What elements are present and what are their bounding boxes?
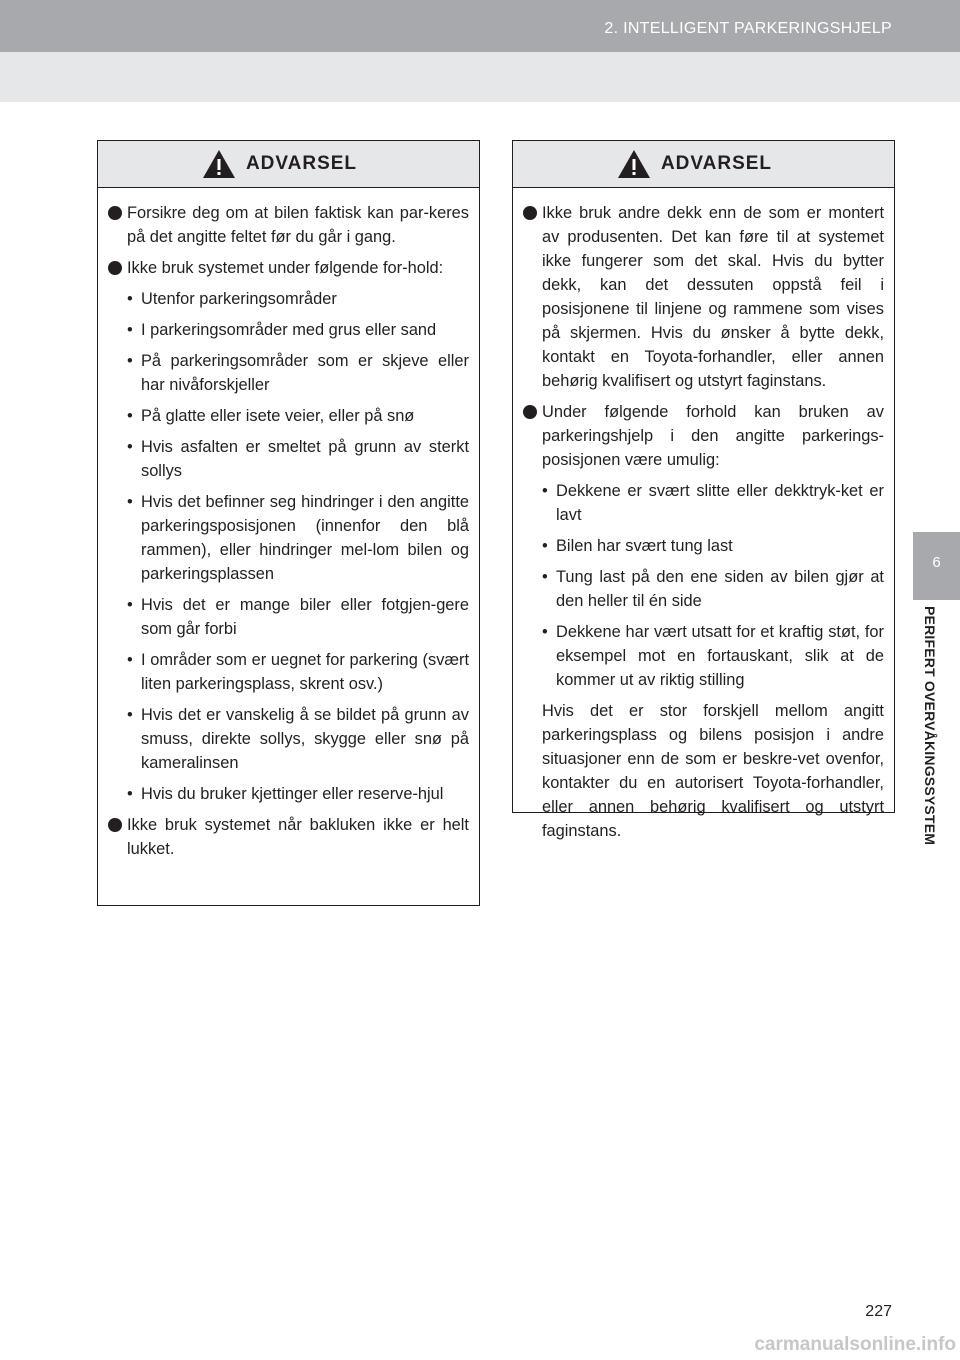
bullet-dot-icon bbox=[523, 405, 537, 419]
warning-box-right bbox=[512, 140, 895, 840]
warning-triangle-icon bbox=[202, 149, 236, 179]
chapter-tab[interactable] bbox=[913, 532, 960, 600]
bullet-item bbox=[523, 400, 884, 472]
header-band bbox=[0, 52, 960, 102]
sub-bullet-marker: • bbox=[127, 706, 133, 724]
warning-triangle-icon bbox=[617, 149, 651, 179]
sub-item bbox=[108, 782, 469, 806]
sub-text: Hvis det er mange biler eller fotgjen-gere som går forbi bbox=[141, 596, 469, 638]
bullet-text: Ikke bruk systemet når bakluken ikke er helt lukket. bbox=[127, 816, 469, 858]
warning-body bbox=[98, 188, 479, 861]
sub-bullet-marker: • bbox=[542, 568, 548, 586]
sub-item bbox=[523, 620, 884, 692]
sub-item bbox=[523, 565, 884, 613]
warning-header bbox=[513, 141, 894, 188]
section-title: 2. INTELLIGENT PARKERINGSHJELP bbox=[604, 20, 892, 37]
chapter-label: PERIFERT OVERVÅKINGSSYSTEM bbox=[922, 606, 938, 846]
paragraph-text: Hvis det er stor forskjell mellom angitt parkeringsplass og bilens posisjon i andre situasjoner enn de som er beskre-vet ovenfor, kontakter du en autorisert Toyota-forhandler, eller annen behørig kvalifisert og utstyrt faginstans. bbox=[542, 702, 884, 840]
sub-bullet-marker: • bbox=[127, 493, 133, 511]
sub-bullet-marker: • bbox=[542, 482, 548, 500]
sub-text: Bilen har svært tung last bbox=[556, 537, 733, 555]
sub-text: I parkeringsområder med grus eller sand bbox=[141, 321, 437, 339]
sub-item bbox=[108, 490, 469, 586]
bullet-text: Ikke bruk systemet under følgende for-hold: bbox=[127, 259, 444, 277]
chapter-number: 6 bbox=[932, 554, 941, 571]
bullet-dot-icon bbox=[108, 818, 122, 832]
sub-item bbox=[108, 593, 469, 641]
sub-item bbox=[108, 349, 469, 397]
warning-title: ADVARSEL bbox=[660, 153, 773, 174]
warning-header bbox=[98, 141, 479, 188]
bullet-text: Ikke bruk andre dekk enn de som er montert av produsenten. Det kan føre til at systemet ikke fungerer som det skal. Hvis du bytter dekk, kan det dessuten oppstå feil i posisjonene til linjene og rammene som vises på skjermen. Hvis du ønsker å bytte dekk, kontakt en Toyota-forhandler, eller annen behørig kvalifisert og utstyrt faginstans. bbox=[542, 204, 884, 390]
warning-body bbox=[513, 188, 894, 843]
sub-bullet-marker: • bbox=[127, 290, 133, 308]
sub-text: Hvis det er vanskelig å se bildet på grunn av smuss, direkte sollys, skygge eller snø på kameralinsen bbox=[141, 706, 469, 772]
watermark: carmanualsonline.info bbox=[754, 1334, 956, 1355]
sub-bullet-marker: • bbox=[127, 352, 133, 370]
sub-text: På glatte eller isete veier, eller på snø bbox=[141, 407, 415, 425]
sub-item bbox=[108, 648, 469, 696]
sub-item bbox=[108, 287, 469, 311]
sub-text: Hvis asfalten er smeltet på grunn av sterkt sollys bbox=[141, 438, 469, 480]
bullet-text: Forsikre deg om at bilen faktisk kan par-keres på det angitte feltet før du går i gang. bbox=[127, 204, 469, 246]
sub-text: Hvis det befinner seg hindringer i den angitte parkeringsposisjonen (innenfor den blå rammen), eller hindringer mel-lom bilen og parkeringsplassen bbox=[141, 493, 469, 583]
bullet-dot-icon bbox=[523, 206, 537, 220]
warning-box-left bbox=[97, 140, 480, 906]
sub-item bbox=[523, 479, 884, 527]
warning-title: ADVARSEL bbox=[245, 153, 358, 174]
sub-text: Utenfor parkeringsområder bbox=[141, 290, 337, 308]
bullet-item bbox=[108, 256, 469, 280]
sub-item bbox=[108, 703, 469, 775]
bullet-item bbox=[523, 201, 884, 393]
sub-item bbox=[523, 534, 884, 558]
sub-text: Dekkene har vært utsatt for et kraftig støt, for eksempel mot en fortauskant, slik at de kommer ut av riktig stilling bbox=[556, 623, 884, 689]
bullet-item bbox=[108, 201, 469, 249]
sub-bullet-marker: • bbox=[127, 438, 133, 456]
page-number: 227 bbox=[865, 1303, 892, 1320]
bullet-dot-icon bbox=[108, 206, 122, 220]
sub-text: Dekkene er svært slitte eller dekktryk-ket er lavt bbox=[556, 482, 884, 524]
sub-bullet-marker: • bbox=[542, 623, 548, 641]
sub-bullet-marker: • bbox=[127, 321, 133, 339]
sub-text: Tung last på den ene siden av bilen gjør at den heller til én side bbox=[556, 568, 884, 610]
sub-bullet-marker: • bbox=[542, 537, 548, 555]
sub-text: I områder som er uegnet for parkering (svært liten parkeringsplass, skrent osv.) bbox=[141, 651, 469, 693]
sub-bullet-marker: • bbox=[127, 407, 133, 425]
sub-text: Hvis du bruker kjettinger eller reserve-hjul bbox=[141, 785, 444, 803]
sub-bullet-marker: • bbox=[127, 785, 133, 803]
sub-text: På parkeringsområder som er skjeve eller har nivåforskjeller bbox=[141, 352, 469, 394]
header-bar bbox=[0, 0, 960, 52]
sub-bullet-marker: • bbox=[127, 651, 133, 669]
sub-bullet-marker: • bbox=[127, 596, 133, 614]
bullet-item bbox=[108, 813, 469, 861]
bullet-text: Under følgende forhold kan bruken av parkeringshjelp i den angitte parkerings-posisjonen være umulig: bbox=[542, 403, 884, 469]
bullet-dot-icon bbox=[108, 261, 122, 275]
sub-item bbox=[108, 404, 469, 428]
sub-item bbox=[108, 435, 469, 483]
sub-item bbox=[108, 318, 469, 342]
